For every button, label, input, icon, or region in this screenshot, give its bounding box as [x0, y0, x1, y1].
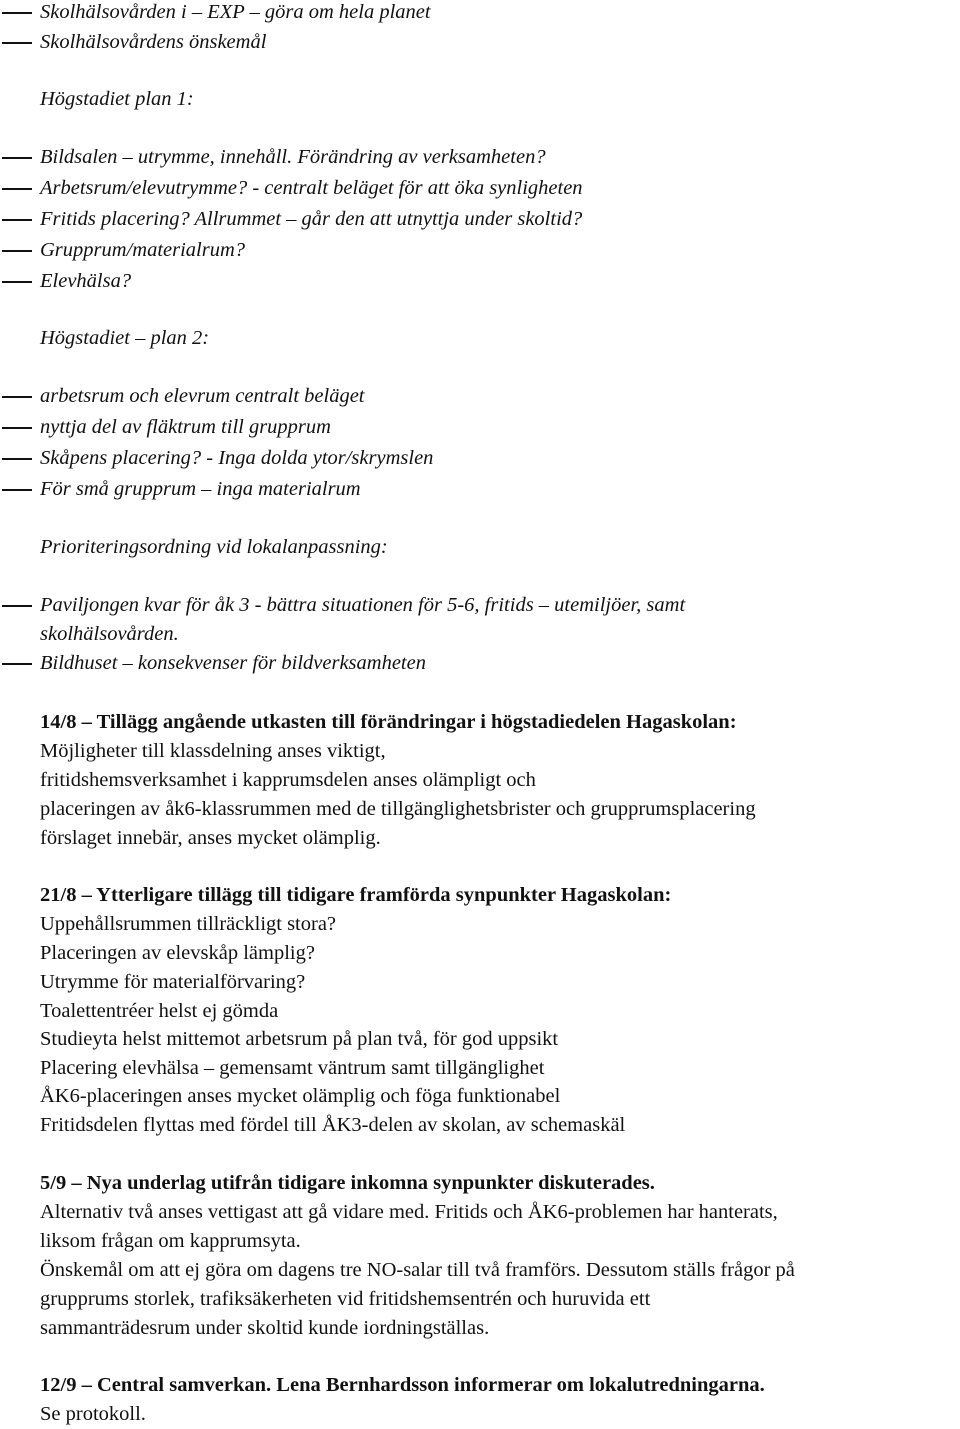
- dash-bullet-icon: [2, 219, 32, 221]
- list-item-text: För små grupprum – inga materialrum: [40, 478, 361, 500]
- dash-bullet-icon: [2, 427, 32, 429]
- list-item-text: nyttja del av fläktrum till grupprum: [40, 416, 331, 438]
- list-item: [0, 27, 950, 58]
- dash-bullet-icon: [2, 12, 32, 14]
- paragraph-line: liksom frågan om kapprumsyta.: [40, 1230, 301, 1252]
- list-item: [0, 474, 950, 505]
- priority-heading: Prioriteringsordning vid lokalanpassning:: [40, 536, 388, 558]
- dash-bullet-icon: [2, 188, 32, 190]
- list-item-text: arbetsrum och elevrum centralt beläget: [40, 385, 365, 407]
- list-item: [0, 443, 950, 474]
- dash-bullet-icon: [2, 663, 32, 665]
- paragraph-line: sammanträdesrum under skoltid kunde iordningställas.: [40, 1317, 490, 1339]
- section-heading: 12/9 – Central samverkan. Lena Bernhardsson informerar om lokalutredningarna.: [40, 1374, 765, 1396]
- dash-bullet-icon: [2, 281, 32, 283]
- paragraph-line: Önskemål om att ej göra om dagens tre NO-salar till två framförs. Dessutom ställs frågor på: [40, 1259, 795, 1281]
- list-item: [0, 590, 950, 621]
- paragraph-line: ÅK6-placeringen anses mycket olämplig och föga funktionabel: [40, 1085, 561, 1107]
- plan1-heading: Högstadiet plan 1:: [40, 88, 194, 110]
- list-item: [0, 648, 950, 679]
- paragraph-line: Placeringen av elevskåp lämplig?: [40, 942, 315, 964]
- list-item: [0, 0, 950, 28]
- list-item-text: Bildhuset – konsekvenser för bildverksamheten: [40, 652, 426, 674]
- section-heading: 21/8 – Ytterligare tillägg till tidigare framförda synpunkter Hagaskolan:: [40, 884, 672, 906]
- dash-bullet-icon: [2, 42, 32, 44]
- section-heading: 14/8 – Tillägg angående utkasten till förändringar i högstadiedelen Hagaskolan:: [40, 711, 737, 733]
- plan2-heading: Högstadiet – plan 2:: [40, 327, 210, 349]
- paragraph-line: Se protokoll.: [40, 1403, 146, 1425]
- paragraph-line: fritidshemsverksamhet i kapprumsdelen anses olämpligt och: [40, 769, 536, 791]
- list-item: [0, 173, 950, 204]
- paragraph-line: grupprums storlek, trafiksäkerheten vid fritidshemsentrén och huruvida ett: [40, 1288, 651, 1310]
- list-item: [0, 381, 950, 412]
- paragraph-line: förslaget innebär, anses mycket olämplig.: [40, 827, 381, 849]
- list-item-text: Skolhälsovården i – EXP – göra om hela planet: [40, 1, 431, 23]
- list-item-text: Bildsalen – utrymme, innehåll. Förändring av verksamheten?: [40, 146, 546, 168]
- paragraph-line: Utrymme för materialförvaring?: [40, 971, 306, 993]
- list-item: [0, 235, 950, 266]
- list-item-text: Grupprum/materialrum?: [40, 239, 246, 261]
- dash-bullet-icon: [2, 396, 32, 398]
- dash-bullet-icon: [2, 157, 32, 159]
- list-item: [0, 142, 950, 173]
- paragraph-line: Möjligheter till klassdelning anses viktigt,: [40, 740, 386, 762]
- list-item: [0, 266, 950, 297]
- list-item-text: Fritids placering? Allrummet – går den att utnyttja under skoltid?: [40, 208, 583, 230]
- list-item-text: Paviljongen kvar för åk 3 - bättra situationen för 5-6, fritids – utemiljöer, samt: [40, 594, 686, 616]
- list-item: [0, 204, 950, 235]
- paragraph-line: Toalettentréer helst ej gömda: [40, 1000, 279, 1022]
- paragraph-line: Fritidsdelen flyttas med fördel till ÅK3-delen av skolan, av schemaskäl: [40, 1114, 626, 1136]
- dash-bullet-icon: [2, 605, 32, 607]
- dash-bullet-icon: [2, 250, 32, 252]
- paragraph-line: placeringen av åk6-klassrummen med de tillgänglighetsbrister och grupprumsplacering: [40, 798, 756, 820]
- list-item-text: Skåpens placering? - Inga dolda ytor/skrymslen: [40, 447, 434, 469]
- paragraph-line: Uppehållsrummen tillräckligt stora?: [40, 913, 337, 935]
- paragraph-line: Alternativ två anses vettigast att gå vidare med. Fritids och ÅK6-problemen har hanterats,: [40, 1201, 778, 1223]
- list-item-text: Elevhälsa?: [40, 270, 132, 292]
- section-heading: 5/9 – Nya underlag utifrån tidigare inkomna synpunkter diskuterades.: [40, 1172, 655, 1194]
- list-item-text: Arbetsrum/elevutrymme? - centralt beläget för att öka synligheten: [40, 177, 583, 199]
- list-item: [0, 412, 950, 443]
- paragraph-line: Studieyta helst mittemot arbetsrum på plan två, för god uppsikt: [40, 1028, 559, 1050]
- list-item-continuation: skolhälsovården.: [40, 623, 179, 645]
- list-item-text: Skolhälsovårdens önskemål: [40, 31, 267, 53]
- paragraph-line: Placering elevhälsa – gemensamt väntrum samt tillgänglighet: [40, 1057, 545, 1079]
- dash-bullet-icon: [2, 458, 32, 460]
- dash-bullet-icon: [2, 489, 32, 491]
